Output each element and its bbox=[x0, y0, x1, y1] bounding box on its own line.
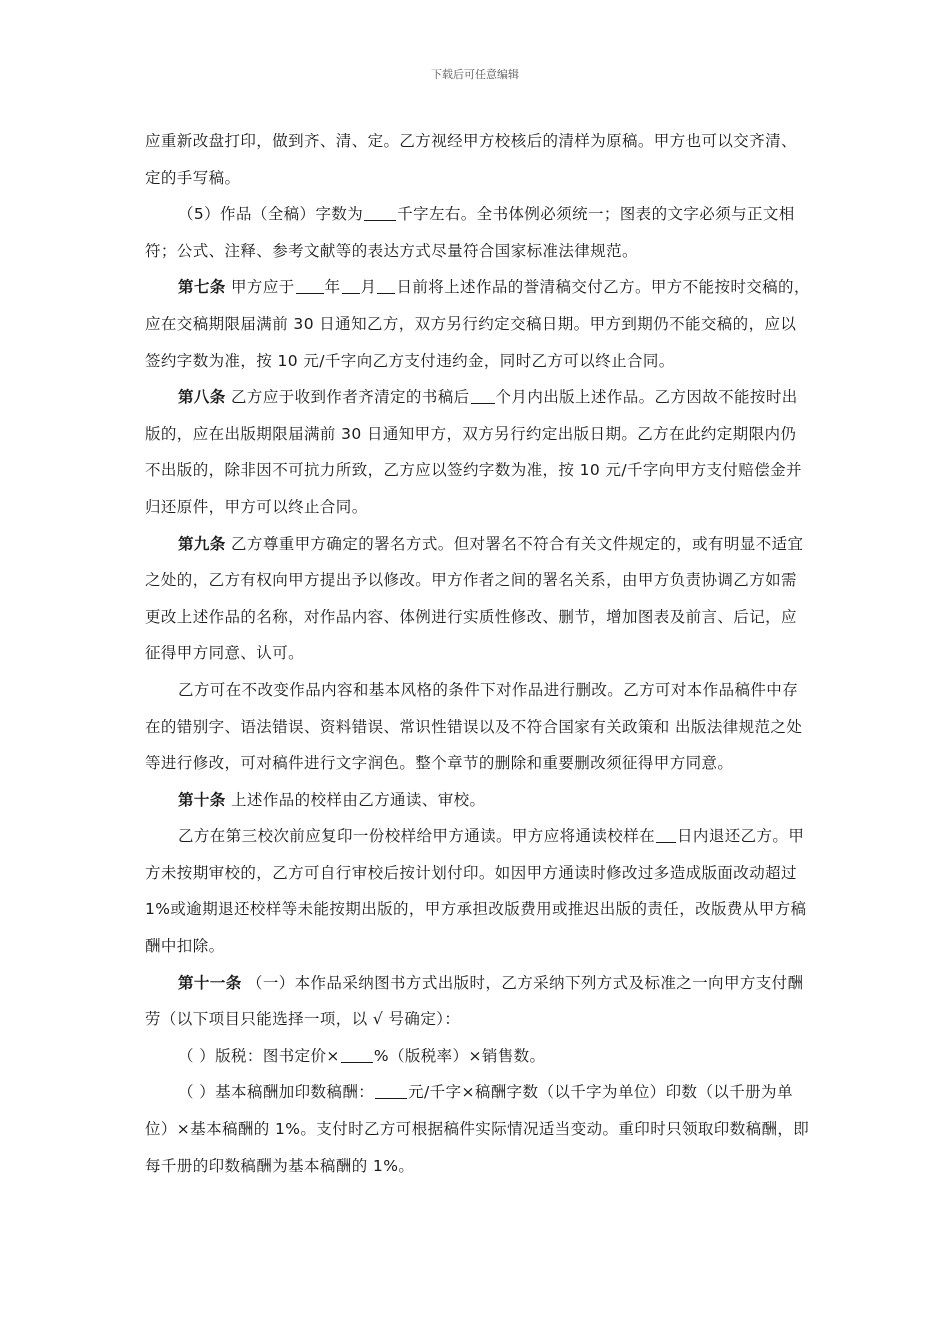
article-10 bbox=[145, 782, 810, 819]
fill-in-blank[interactable] bbox=[296, 278, 324, 295]
paragraph-text: 日内退还乙方。甲方未按期审校的，乙方可自行审校后按计划付印。如因甲方通读时修改过多造成版面改动超过 1%或逾期退还校样等未能按期出版的，甲方承担改版费用或推迟出版的责任，改版费从甲方稿酬中扣除。 bbox=[145, 827, 807, 956]
article-8 bbox=[145, 379, 810, 525]
paragraph-text: （5）作品（全稿）字数为 bbox=[178, 205, 364, 224]
document-body bbox=[145, 123, 810, 1184]
paragraph-text: （ ）版税：图书定价× bbox=[178, 1046, 340, 1065]
paragraph-text: 年 bbox=[324, 278, 341, 297]
fill-in-blank[interactable] bbox=[377, 278, 395, 295]
option-base-fee bbox=[145, 1074, 810, 1184]
fill-in-blank[interactable] bbox=[375, 1083, 407, 1100]
article-label: 第十条 bbox=[178, 790, 226, 809]
article-label: 第十一条 bbox=[178, 973, 242, 992]
paragraph-text: %（版税率）×销售数。 bbox=[373, 1046, 546, 1065]
paragraph-text: 个月内出版上述作品。乙方因故不能按时出版的，应在出版期限届满前 30 日通知甲方，双方另行约定出版日期。乙方在此约定期限内仍不出版的，除非因不可抗力所致，乙方应以签约字数为准，按 10 元/千字向甲方支付赔偿金并归还原件，甲方可以终止合同。 bbox=[145, 388, 802, 516]
paragraph-text: （一）本作品采纳图书方式出版时，乙方采纳下列方式及标准之一向甲方支付酬劳（以下项目只能选择一项，以 √ 号确定）： bbox=[145, 973, 804, 1029]
option-royalty bbox=[145, 1038, 810, 1075]
paragraph-text: 乙方在第三校次前应复印一份校样给甲方通读。甲方应将通读校样在 bbox=[178, 827, 656, 846]
fill-in-blank[interactable] bbox=[341, 1046, 373, 1063]
paragraph-proofing bbox=[145, 818, 810, 964]
article-label: 第七条 bbox=[178, 278, 226, 297]
paragraph-continuation: 应重新改盘打印，做到齐、清、定。乙方视经甲方校核后的清样为原稿。甲方也可以交齐清、定的手写稿。 bbox=[145, 132, 797, 187]
paragraph-text: 日前将上述作品的誉清稿交付乙方。甲方不能按时交稿的，应在交稿期限届满前 30 日通知乙方，双方另行约定交稿日期。甲方到期仍不能交稿的，应以签约字数为准，按 10 元/千字向乙方支付违约金，同时乙方可以终止合同。 bbox=[145, 278, 810, 370]
paragraph-word-count bbox=[145, 196, 810, 269]
fill-in-blank[interactable] bbox=[342, 278, 360, 295]
fill-in-blank[interactable] bbox=[364, 205, 396, 222]
paragraph-text: 千字左右。全书体例必须统一；图表的文字必须与正文相符；公式、注释、参考文献等的表达方式尽量符合国家标准法律规范。 bbox=[145, 205, 795, 260]
article-9 bbox=[145, 526, 810, 672]
page-header: 下载后可任意编辑 bbox=[431, 68, 519, 81]
article-7 bbox=[145, 269, 810, 379]
fill-in-blank[interactable] bbox=[471, 388, 495, 405]
paragraph-text: 元/千字×稿酬字数（以千字为单位）印数（以千册为单位）×基本稿酬的 1%。支付时乙方可根据稿件实际情况适当变动。重印时只领取印数稿酬，即每千册的印数稿酬为基本稿酬的 1%。 bbox=[145, 1083, 810, 1175]
paragraph-text: 乙方尊重甲方确定的署名方式。但对署名不符合有关文件规定的，或有明显不适宜之处的，乙方有权向甲方提出予以修改。甲方作者之间的署名关系，由甲方负责协调乙方如需更改上述作品的名称，对作品内容、体例进行实质性修改、删节，增加图表及前言、后记，应征得甲方同意、认可。 bbox=[145, 534, 804, 663]
paragraph-text: 月 bbox=[360, 278, 377, 297]
article-11 bbox=[145, 965, 810, 1038]
paragraph-text: 上述作品的校样由乙方通读、审校。 bbox=[225, 790, 486, 809]
paragraph-text: 乙方应于收到作者齐清定的书稿后 bbox=[225, 388, 470, 407]
paragraph-text: （ ）基本稿酬加印数稿酬： bbox=[178, 1083, 375, 1102]
paragraph-text: 甲方应于 bbox=[225, 278, 295, 297]
article-label: 第九条 bbox=[178, 534, 226, 553]
article-label: 第八条 bbox=[178, 388, 226, 407]
paragraph-editing: 乙方可在不改变作品内容和基本风格的条件下对作品进行删改。乙方可对本作品稿件中存在的错别字、语法错误、资料错误、常识性错误以及不符合国家有关政策和 出版法律规范之处等进行修改，可对稿件进行文字润色。整个章节的删除和重要删改须征得甲方同意。 bbox=[145, 680, 803, 773]
fill-in-blank[interactable] bbox=[656, 827, 676, 844]
